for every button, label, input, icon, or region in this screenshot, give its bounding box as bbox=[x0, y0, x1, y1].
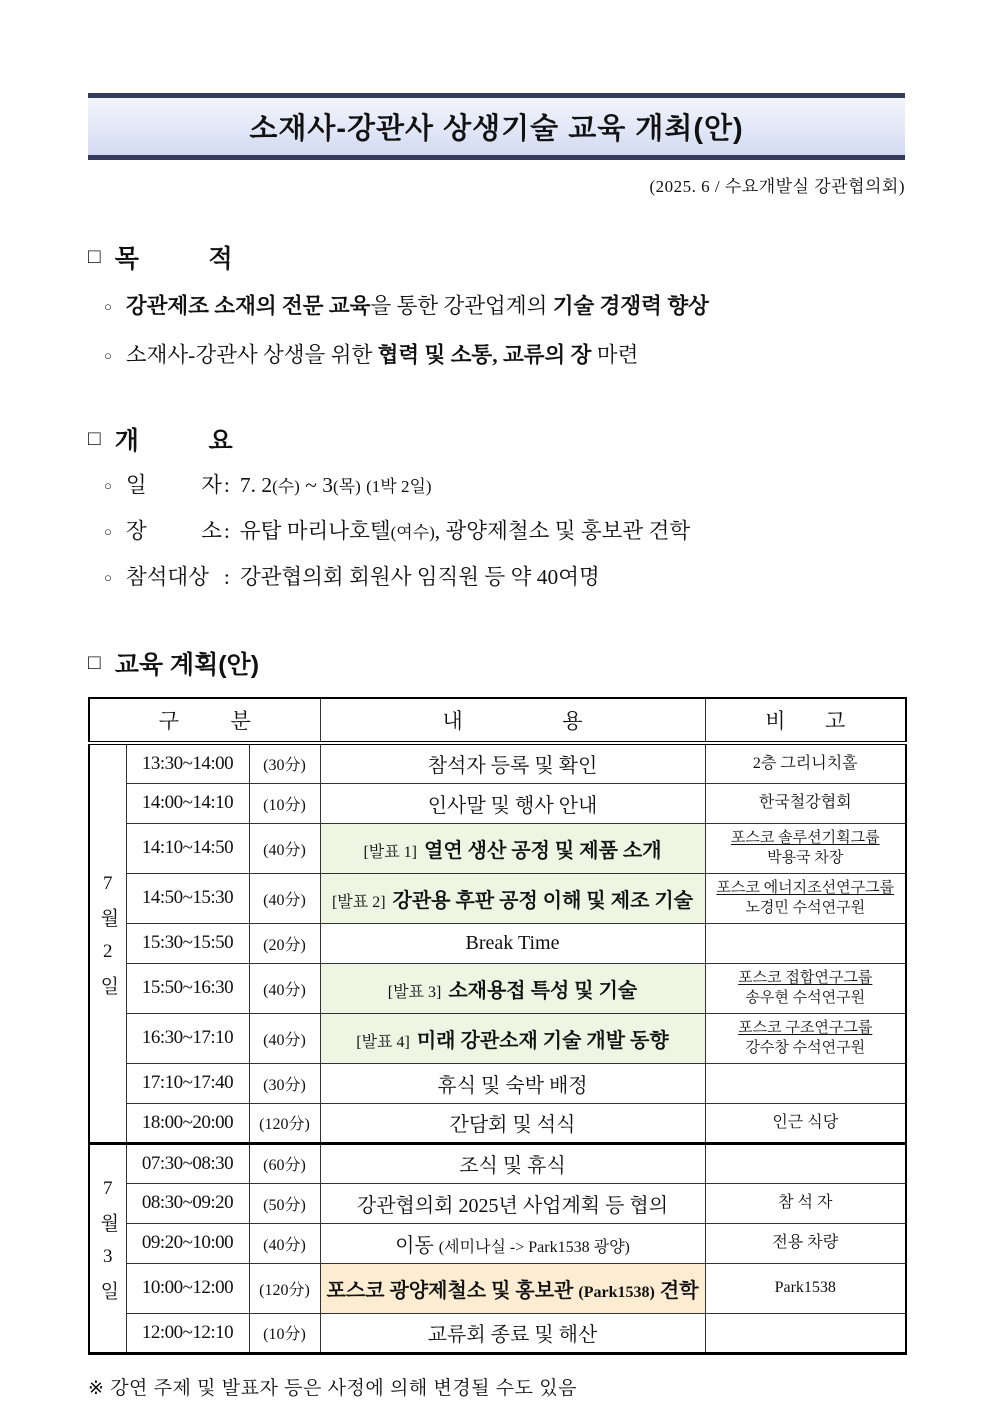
content-cell: 간담회 및 석식 bbox=[320, 1103, 705, 1143]
duration-cell: (30分) bbox=[249, 1063, 320, 1103]
day-group-label-jul3: 7월3일 bbox=[89, 1143, 126, 1353]
overview-item-date bbox=[88, 470, 905, 503]
remark-cell: 인근 식당 bbox=[705, 1103, 906, 1143]
table-header-row bbox=[89, 698, 906, 743]
content-cell: 휴식 및 숙박 배정 bbox=[320, 1063, 705, 1103]
table-row bbox=[89, 1013, 906, 1063]
overview-line: 참석대상 : 강관협의회 회원사 임직원 등 약 40여명 bbox=[126, 562, 600, 592]
duration-cell: (10分) bbox=[249, 1313, 320, 1353]
section-heading-plan bbox=[88, 645, 905, 681]
time-cell: 10:00~12:00 bbox=[126, 1263, 249, 1313]
table-row bbox=[89, 1103, 906, 1143]
duration-cell: (60分) bbox=[249, 1143, 320, 1183]
square-bullet-icon: □ bbox=[88, 650, 101, 674]
content-cell: [발표 4] 미래 강관소재 기술 개발 동향 bbox=[320, 1013, 705, 1063]
square-bullet-icon: □ bbox=[88, 426, 101, 450]
remark-cell bbox=[705, 1313, 906, 1353]
circle-bullet-icon: ○ bbox=[104, 524, 112, 539]
circle-bullet-icon: ○ bbox=[104, 299, 112, 314]
overview-label: 일 자 bbox=[125, 473, 222, 497]
duration-cell: (40分) bbox=[249, 1013, 320, 1063]
remark-cell bbox=[705, 1063, 906, 1103]
content-cell: [발표 2] 강관용 후판 공정 이해 및 제조 기술 bbox=[320, 873, 705, 923]
duration-cell: (10分) bbox=[249, 783, 320, 823]
table-row bbox=[89, 783, 906, 823]
time-cell: 15:30~15:50 bbox=[126, 923, 249, 963]
table-row bbox=[89, 743, 906, 783]
time-cell: 13:30~14:00 bbox=[126, 743, 249, 783]
table-row bbox=[89, 1063, 906, 1103]
overview-label: 장 소 bbox=[125, 519, 222, 543]
time-cell: 14:50~15:30 bbox=[126, 873, 249, 923]
time-cell: 14:10~14:50 bbox=[126, 823, 249, 873]
title-banner bbox=[88, 93, 905, 160]
duration-cell: (40分) bbox=[249, 873, 320, 923]
content-cell: [발표 3] 소재용접 특성 및 기술 bbox=[320, 963, 705, 1013]
content-cell: 강관협의회 2025년 사업계획 등 협의 bbox=[320, 1183, 705, 1223]
overview-line: 장 소: 유탑 마리나호텔(여수), 광양제철소 및 홍보관 견학 bbox=[126, 516, 690, 548]
remark-cell: 2층 그리니치홀 bbox=[705, 743, 906, 783]
table-row bbox=[89, 1313, 906, 1353]
circle-bullet-icon: ○ bbox=[104, 478, 112, 493]
table-row bbox=[89, 923, 906, 963]
duration-cell: (40分) bbox=[249, 1223, 320, 1263]
content-cell: 포스코 광양제철소 및 홍보관 (Park1538) 견학 bbox=[320, 1263, 705, 1313]
remark-cell: 한국철강협회 bbox=[705, 783, 906, 823]
time-cell: 16:30~17:10 bbox=[126, 1013, 249, 1063]
square-bullet-icon: □ bbox=[88, 244, 101, 268]
remark-cell: 포스코 접합연구그룹 송우현 수석연구원 bbox=[705, 963, 906, 1013]
table-row bbox=[89, 1263, 906, 1313]
table-header-gubun: 구 분 bbox=[89, 698, 320, 743]
time-cell: 09:20~10:00 bbox=[126, 1223, 249, 1263]
content-cell: 이동 (세미나실 -> Park1538 광양) bbox=[320, 1223, 705, 1263]
content-cell: 참석자 등록 및 확인 bbox=[320, 743, 705, 783]
document-subtitle: (2025. 6 / 수요개발실 강관협의회) bbox=[649, 177, 905, 196]
duration-cell: (30分) bbox=[249, 743, 320, 783]
table-header-bigo: 비 고 bbox=[705, 698, 906, 743]
remark-cell: 포스코 구조연구그룹 강수창 수석연구원 bbox=[705, 1013, 906, 1063]
duration-cell: (40分) bbox=[249, 963, 320, 1013]
remark-cell bbox=[705, 923, 906, 963]
content-cell: Break Time bbox=[320, 923, 705, 963]
remark-cell: 포스코 에너지조선연구그룹 노경민 수석연구원 bbox=[705, 873, 906, 923]
section-title: 교육 계획(안) bbox=[114, 651, 260, 679]
time-cell: 07:30~08:30 bbox=[126, 1143, 249, 1183]
document-title: 소재사-강관사 상생기술 교육 개최(안) bbox=[249, 113, 744, 145]
purpose-bullet-2 bbox=[88, 340, 905, 373]
bullet-text: 강관제조 소재의 전문 교육을 통한 강관업계의 기술 경쟁력 향상 bbox=[125, 294, 709, 318]
table-row bbox=[89, 1183, 906, 1223]
circle-bullet-icon: ○ bbox=[104, 348, 112, 363]
table-header-naeyong: 내 용 bbox=[320, 698, 705, 743]
section-title: 개 요 bbox=[114, 427, 233, 455]
time-cell: 17:10~17:40 bbox=[126, 1063, 249, 1103]
content-cell: 조식 및 휴식 bbox=[320, 1143, 705, 1183]
remark-cell: Park1538 bbox=[705, 1263, 906, 1313]
table-row bbox=[89, 1143, 906, 1183]
time-cell: 08:30~09:20 bbox=[126, 1183, 249, 1223]
remark-cell: 전용 차량 bbox=[705, 1223, 906, 1263]
bullet-text: 소재사-강관사 상생을 위한 협력 및 소통, 교류의 장 마련 bbox=[125, 343, 639, 367]
circle-bullet-icon: ○ bbox=[104, 570, 112, 585]
overview-label: 참석대상 bbox=[125, 565, 209, 589]
footnote: ※ 강연 주제 및 발표자 등은 사정에 의해 변경될 수도 있음 bbox=[88, 1377, 577, 1399]
overview-item-place bbox=[88, 516, 905, 549]
purpose-bullet-1 bbox=[88, 291, 905, 324]
remark-cell: 포스코 솔루션기획그룹 박용국 차장 bbox=[705, 823, 906, 873]
duration-cell: (20分) bbox=[249, 923, 320, 963]
table-row bbox=[89, 963, 906, 1013]
time-cell: 12:00~12:10 bbox=[126, 1313, 249, 1353]
duration-cell: (120分) bbox=[249, 1103, 320, 1143]
remark-cell bbox=[705, 1143, 906, 1183]
table-row bbox=[89, 873, 906, 923]
duration-cell: (50分) bbox=[249, 1183, 320, 1223]
content-cell: 교류회 종료 및 해산 bbox=[320, 1313, 705, 1353]
overview-line: 일 자: 7. 2(수) ~ 3(목) (1박 2일) bbox=[126, 470, 432, 502]
content-cell: [발표 1] 열연 생산 공정 및 제품 소개 bbox=[320, 823, 705, 873]
duration-cell: (120分) bbox=[249, 1263, 320, 1313]
overview-item-attendees bbox=[88, 562, 905, 595]
section-title: 목 적 bbox=[114, 245, 233, 273]
education-plan-table bbox=[88, 697, 907, 1355]
section-heading-overview bbox=[88, 421, 905, 457]
content-cell: 인사말 및 행사 안내 bbox=[320, 783, 705, 823]
remark-cell: 참 석 자 bbox=[705, 1183, 906, 1223]
time-cell: 18:00~20:00 bbox=[126, 1103, 249, 1143]
day-group-label-jul2: 7월2일 bbox=[89, 743, 126, 1143]
table-row bbox=[89, 1223, 906, 1263]
time-cell: 14:00~14:10 bbox=[126, 783, 249, 823]
table-row bbox=[89, 823, 906, 873]
duration-cell: (40分) bbox=[249, 823, 320, 873]
section-heading-purpose bbox=[88, 239, 905, 275]
time-cell: 15:50~16:30 bbox=[126, 963, 249, 1013]
